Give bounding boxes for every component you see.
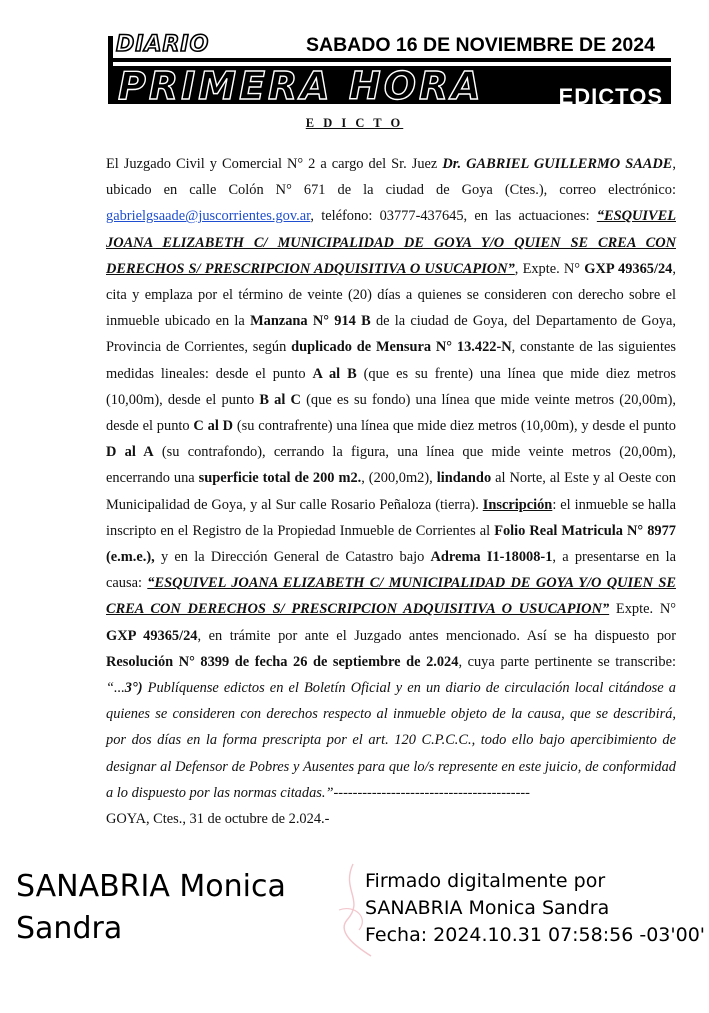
edict-body — [106, 151, 676, 832]
section-label: EDICTOS — [558, 84, 663, 104]
publication-date: SABADO 16 DE NOVIEMBRE DE 2024 — [306, 34, 655, 56]
text-segment: , teléfono: 03777-437645, en las actuaciones: — [310, 208, 597, 225]
signer-name — [16, 866, 286, 950]
text-segment: : el inmueble se halla inscripto en el Registro de la Propiedad Inmueble de Corrientes al — [106, 496, 676, 539]
newspaper-masthead — [108, 30, 671, 104]
point-cd: C al D — [193, 418, 234, 435]
adrema: Adrema I1-18008-1 — [430, 549, 553, 566]
text-segment: , en trámite por ante el Juzgado antes mencionado. Así se ha dispuesto por — [197, 627, 676, 644]
folio-real: Folio Real Matricula N° 8977 (e.m.e.), — [106, 522, 676, 566]
duplicado-mensura: duplicado de Mensura N° 13.422-N — [291, 339, 512, 356]
masthead-band — [108, 66, 671, 104]
closing-line: GOYA, Ctes., 31 de octubre de 2.024.- — [106, 811, 330, 828]
document-heading: E D I C T O — [305, 116, 404, 130]
text-segment: , ubicado en calle Colón N° 671 de la ciudad de Goya (Ctes.), correo electrónico: — [106, 156, 676, 199]
masthead-rule — [108, 58, 671, 62]
email-link[interactable]: gabrielgsaade@juscorrientes.gov.ar — [106, 208, 311, 225]
case-number-repeat: GXP 49365/24 — [106, 627, 198, 644]
point-da: D al A — [106, 444, 154, 461]
text-segment: de la ciudad de Goya, del Departamento de Goya, Provincia de Corrientes, según — [106, 313, 677, 356]
brand-main: PRIMERA HORA — [118, 66, 484, 104]
edict-paragraph — [106, 151, 676, 806]
text-segment: Expte. N° — [609, 601, 676, 618]
case-number: GXP 49365/24 — [584, 260, 673, 277]
text-segment: (que es su fondo) una línea que mide veinte metros (20,00m), desde el punto — [106, 391, 677, 435]
case-title-repeat: “ESQUIVEL JOANA ELIZABETH C/ MUNICIPALIDAD DE GOYA Y/O QUIEN SE CREA CON DERECHOS S/ PRESCRIPCION ADQUISITIVA O USUCAPION” — [106, 575, 676, 618]
case-title: “ESQUIVEL JOANA ELIZABETH C/ MUNICIPALIDAD DE GOYA Y/O QUIEN SE CREA CON DERECHOS S/ PRESCRIPCION ADQUISITIVA O USUCAPION” — [106, 208, 676, 277]
text-segment: (que es su frente) una línea que mide diez metros (10,00m), desde el punto — [106, 365, 676, 408]
text-segment: (su contrafondo), cerrando la figura, una línea que mide veinte metros (20,00m), encerrando una — [106, 444, 676, 487]
manzana: Manzana N° 914 B — [250, 313, 371, 330]
text-segment: (su contrafrente) una línea que mide diez metros (10,00m), y desde el punto — [233, 418, 676, 435]
text-segment: , constante de las siguientes medidas lineales: desde el punto — [106, 339, 676, 382]
signature-date: Fecha: 2024.10.31 07:58:56 -03'00' — [365, 924, 706, 946]
brand-top: DIARIO — [116, 32, 210, 57]
signer-name-line: Sandra — [16, 911, 123, 946]
signed-label: Firmado digitalmente por — [365, 870, 606, 892]
inscripcion-label: Inscripción — [482, 496, 553, 513]
quote-open: “... — [106, 680, 125, 697]
signer: SANABRIA Monica Sandra — [365, 897, 610, 919]
dash-filler: ----------------------------------------- — [333, 784, 530, 801]
text-segment: El Juzgado Civil y Comercial N° 2 a cargo del Sr. Juez — [106, 156, 443, 172]
quoted-resolution: Publíquense edictos en el Boletín Oficial y en un diario de circulación local citándose a quienes se consideren con derechos respecto al inmueble objeto de la causa, que se describirá, por dos días en la forma prescripta por el art. 120 C.P.C.C., todo ello bajo apercibimiento de designar al Defensor de Pobres y Ausentes para que lo/s represente en este juicio, de conformidad a lo dispuesto por las normas citadas.” — [106, 680, 676, 801]
text-segment: , cita y emplaza por el término de veinte (20) días a quienes se consideren con derecho sobre el inmueble ubicado en la — [106, 260, 676, 330]
text-segment: , Expte. N° — [514, 260, 585, 277]
text-segment: , a presentarse en la causa: — [106, 549, 676, 592]
total-surface: superficie total de 200 m2. — [198, 470, 362, 487]
digital-signature — [365, 868, 705, 949]
text-segment: , (200,0m2), — [361, 470, 437, 487]
point-ab: A al B — [312, 365, 357, 382]
text-segment: al Norte, al Este y al Oeste con Municipalidad de Goya, y al Sur calle Rosario Peñaloza (tierra). — [106, 470, 676, 513]
signer-name-line: SANABRIA Monica — [16, 869, 286, 904]
text-segment: , cuya parte pertinente se transcribe: — [458, 653, 676, 670]
resolution: Resolución N° 8399 de fecha 26 de septiembre de 2.024 — [106, 653, 459, 670]
quote-number: 3°) — [124, 680, 143, 697]
point-bc: B al C — [259, 391, 301, 408]
text-segment: y en la Dirección General de Catastro bajo — [154, 549, 431, 566]
judge-name: Dr. GABRIEL GUILLERMO SAADE — [442, 156, 673, 172]
lindando-label: lindando — [436, 470, 492, 487]
